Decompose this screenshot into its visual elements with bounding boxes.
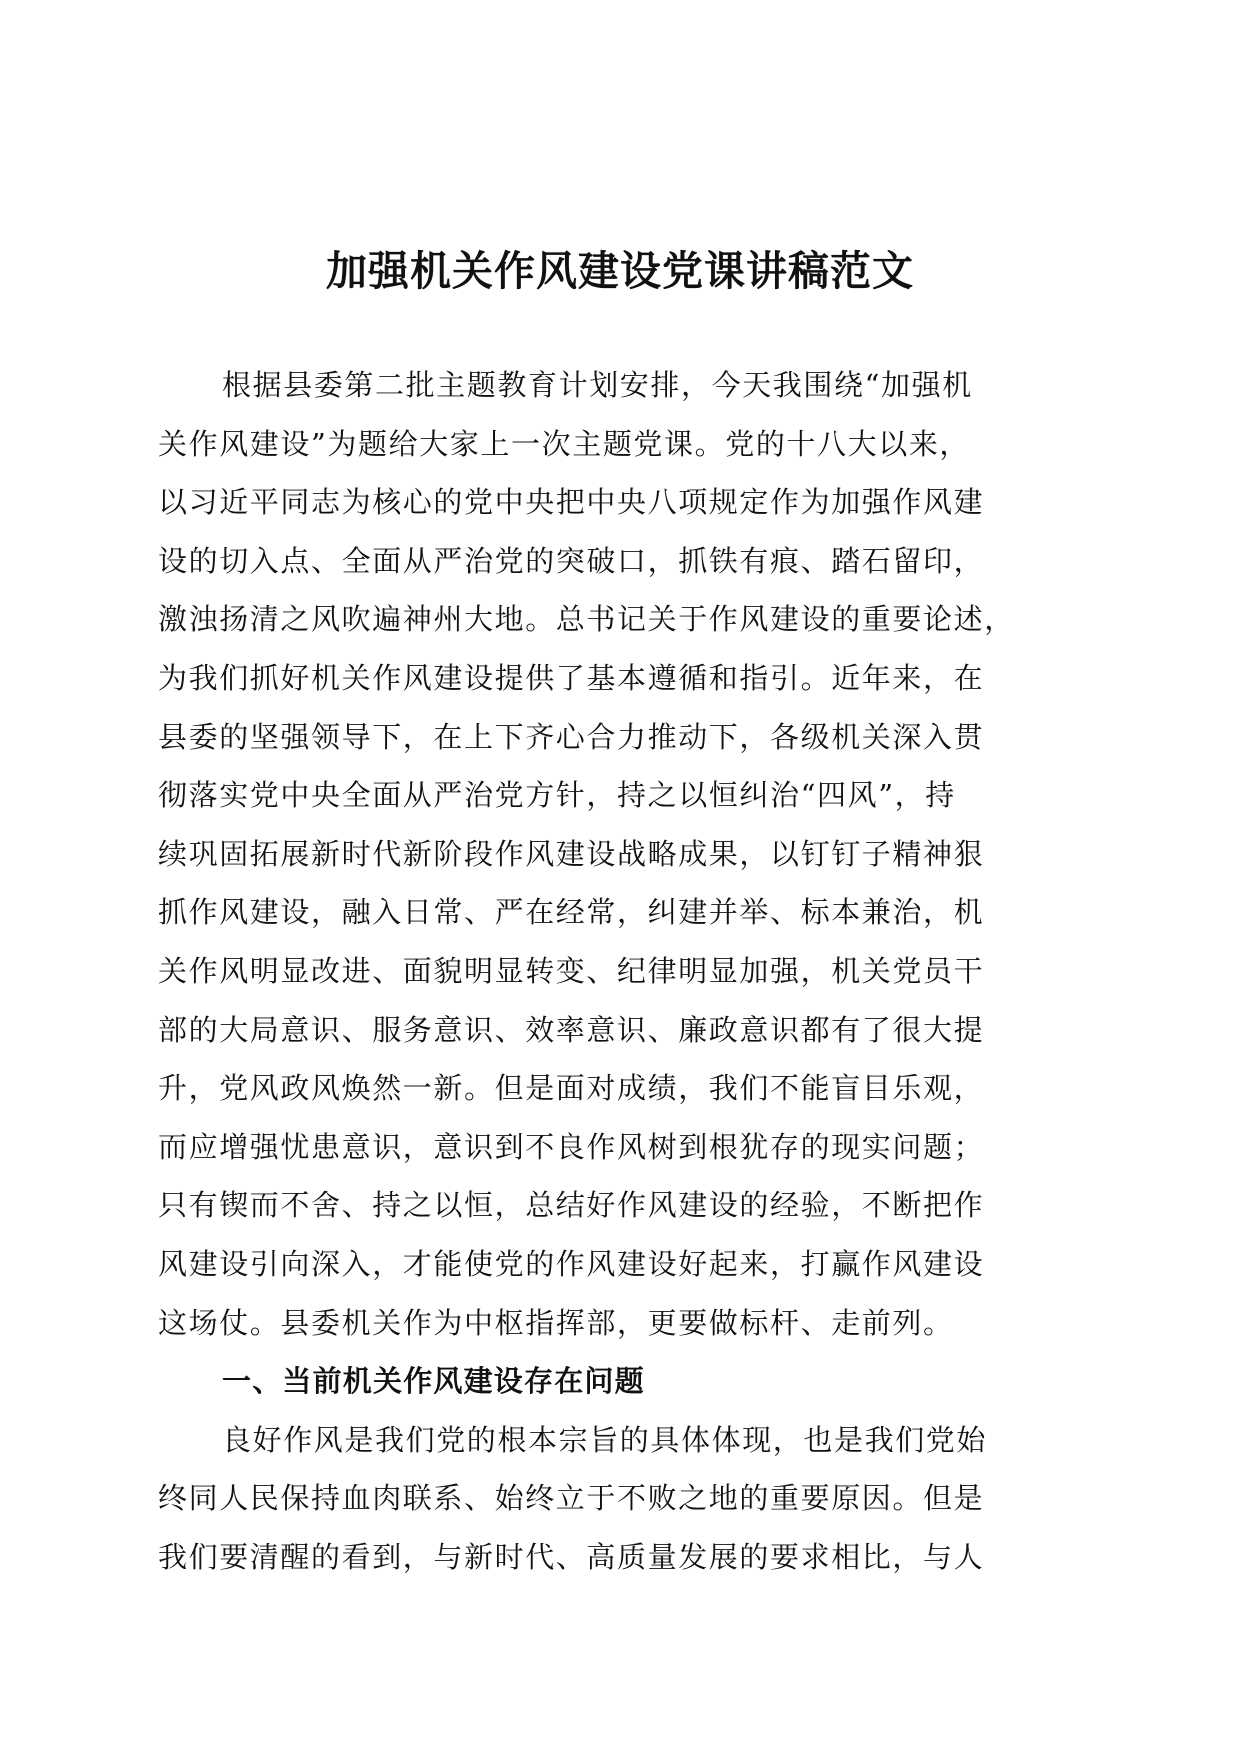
paragraph-1-line-7: 县委的坚强领导下，在上下齐心合力推动下，各级机关深入贯 <box>158 719 985 754</box>
paragraph-1-line-16: 风建设引向深入，才能使党的作风建设好起来，打赢作风建设 <box>158 1246 985 1281</box>
paragraph-1-line-4: 设的切入点、全面从严治党的突破口，抓铁有痕、踏石留印， <box>158 543 985 578</box>
paragraph-1-line-2: 关作风建设”为题给大家上一次主题党课。党的十八大以来， <box>158 426 971 461</box>
paragraph-1-line-8: 彻落实党中央全面从严治党方针，持之以恒纠治“四风”，持 <box>158 778 956 813</box>
paragraph-1-line-9: 续巩固拓展新时代新阶段作风建设战略成果，以钉钉子精神狠 <box>158 836 985 871</box>
document-body <box>158 356 1088 1586</box>
paragraph-1-line-13: 升，党风政风焕然一新。但是面对成绩，我们不能盲目乐观， <box>158 1071 985 1106</box>
paragraph-2-line-2: 终同人民保持血肉联系、始终立于不败之地的重要原因。但是 <box>158 1481 985 1516</box>
paragraph-1-line-11: 关作风明显改进、面貌明显转变、纪律明显加强，机关党员干 <box>158 953 985 988</box>
paragraph-2-line-3: 我们要清醒的看到，与新时代、高质量发展的要求相比，与人 <box>158 1539 985 1574</box>
document-title: 加强机关作风建设党课讲稿范文 <box>326 247 914 295</box>
paragraph-1-line-14: 而应增强忧患意识，意识到不良作风树到根犹存的现实问题； <box>158 1129 985 1164</box>
paragraph-1-line-17: 这场仗。县委机关作为中枢指挥部，更要做标杆、走前列。 <box>158 1305 954 1340</box>
paragraph-1-line-3: 以习近平同志为核心的党中央把中央八项规定作为加强作风建 <box>158 485 985 520</box>
paragraph-1-line-15: 只有锲而不舍、持之以恒，总结好作风建设的经验，不断把作 <box>158 1188 985 1223</box>
paragraph-1-line-6: 为我们抓好机关作风建设提供了基本遵循和指引。近年来，在 <box>158 660 985 695</box>
section-heading: 一、当前机关作风建设存在问题 <box>222 1364 645 1399</box>
paragraph-1-line-5: 激浊扬清之风吹遍神州大地。总书记关于作风建设的重要论述， <box>158 602 1015 637</box>
paragraph-1-line-1: 根据县委第二批主题教育计划安排，今天我围绕“加强机 <box>222 368 973 402</box>
paragraph-1-line-10: 抓作风建设，融入日常、严在经常，纠建并举、标本兼治，机 <box>158 895 985 930</box>
paragraph-2-line-1: 良好作风是我们党的根本宗旨的具体体现，也是我们党始 <box>222 1422 988 1457</box>
paragraph-1-line-12: 部的大局意识、服务意识、效率意识、廉政意识都有了很大提 <box>158 1012 985 1047</box>
